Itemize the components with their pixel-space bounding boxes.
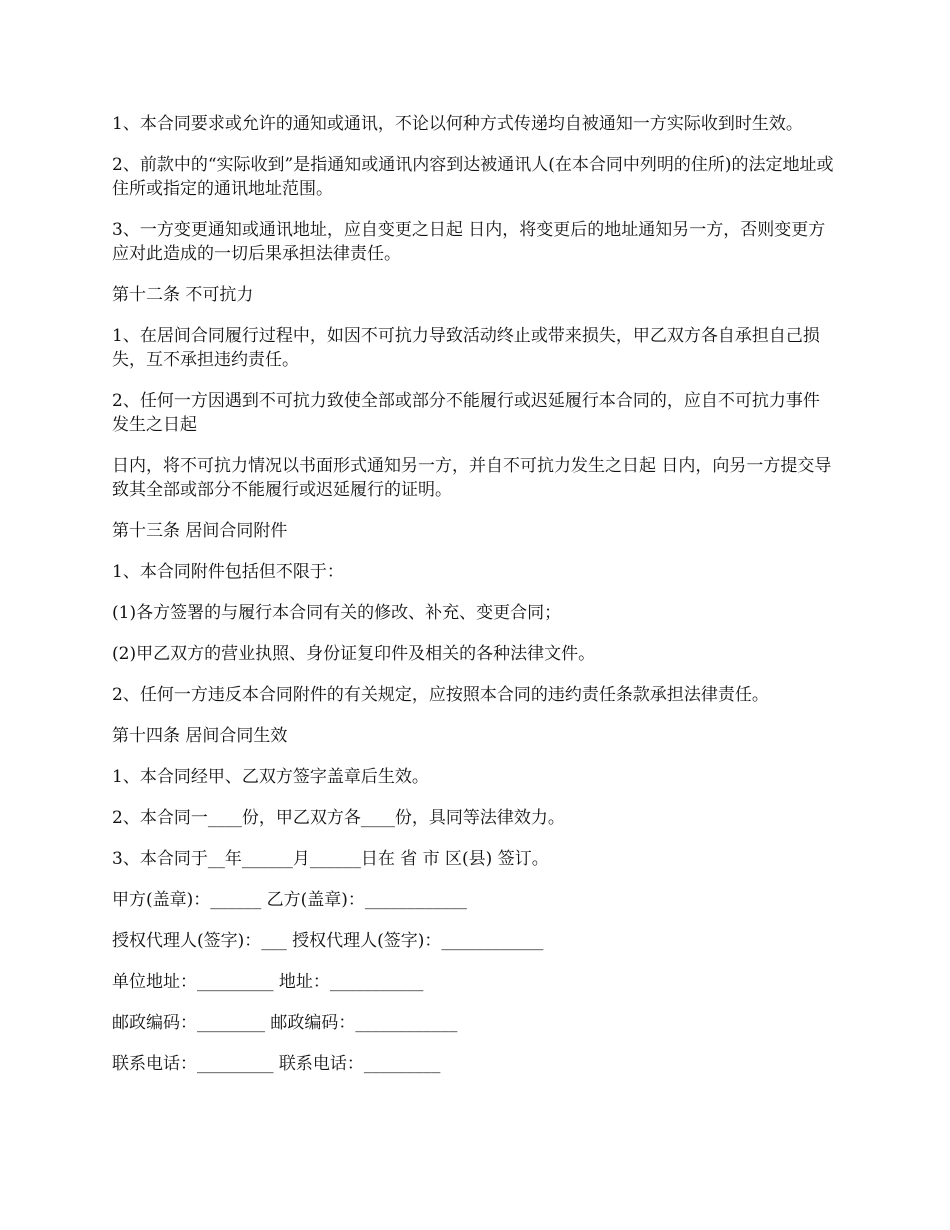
- clause-actual-receipt: 2、前款中的“实际收到”是指通知或通讯内容到达被通讯人(在本合同中列明的住所)的法定地址或住所或指定的通讯地址范围。: [112, 155, 834, 199]
- clause-attachment-item-2: (2)甲乙双方的营业执照、身份证复印件及相关的各种法律文件。: [112, 644, 596, 664]
- clause-signing-date-place: 3、本合同于__年______月______日在 省 市 区(县) 签订。: [112, 849, 549, 869]
- clause-attachment-breach: 2、任何一方违反本合同附件的有关规定，应按照本合同的违约责任条款承担法律责任。: [112, 685, 769, 705]
- article-14-heading: 第十四条 居间合同生效: [112, 726, 288, 746]
- signature-addresses: 单位地址：_________ 地址：___________: [112, 972, 424, 992]
- clause-notice-effect: 1、本合同要求或允许的通知或通讯，不论以何种方式传递均自被通知一方实际收到时生效。: [112, 114, 803, 134]
- clause-effective-signing: 1、本合同经甲、乙双方签字盖章后生效。: [112, 767, 429, 787]
- signature-party-seals: 甲方(盖章)：______ 乙方(盖章)：____________: [112, 890, 467, 910]
- clause-force-majeure-notice: 2、任何一方因遇到不可抗力致使全部或部分不能履行或迟延履行本合同的，应自不可抗力事件发生之日起: [112, 391, 820, 435]
- signature-authorized-agents: 授权代理人(签字)：___ 授权代理人(签字)：____________: [112, 931, 544, 951]
- clause-address-change: 3、一方变更通知或通讯地址，应自变更之日起 日内，将变更后的地址通知另一方，否则变更方应对此造成的一切后果承担法律责任。: [112, 220, 826, 264]
- signature-postal-codes: 邮政编码：________ 邮政编码：____________: [112, 1013, 458, 1033]
- document-body: [112, 112, 834, 1093]
- clause-force-majeure-loss: 1、在居间合同履行过程中，如因不可抗力导致活动终止或带来损失，甲乙双方各自承担自己损失，互不承担违约责任。: [112, 326, 820, 370]
- clause-copies: 2、本合同一____份，甲乙双方各____份，具同等法律效力。: [112, 808, 565, 828]
- clause-attachment-item-1: (1)各方签署的与履行本合同有关的修改、补充、变更合同；: [112, 603, 562, 623]
- article-13-heading: 第十三条 居间合同附件: [112, 521, 288, 541]
- signature-phones: 联系电话：_________ 联系电话：_________: [112, 1054, 441, 1074]
- clause-force-majeure-proof: 日内，将不可抗力情况以书面形式通知另一方，并自不可抗力发生之日起 日内，向另一方提交导致其全部或部分不能履行或迟延履行的证明。: [112, 456, 832, 500]
- clause-attachments-include: 1、本合同附件包括但不限于：: [112, 562, 344, 582]
- article-12-heading: 第十二条 不可抗力: [112, 285, 254, 305]
